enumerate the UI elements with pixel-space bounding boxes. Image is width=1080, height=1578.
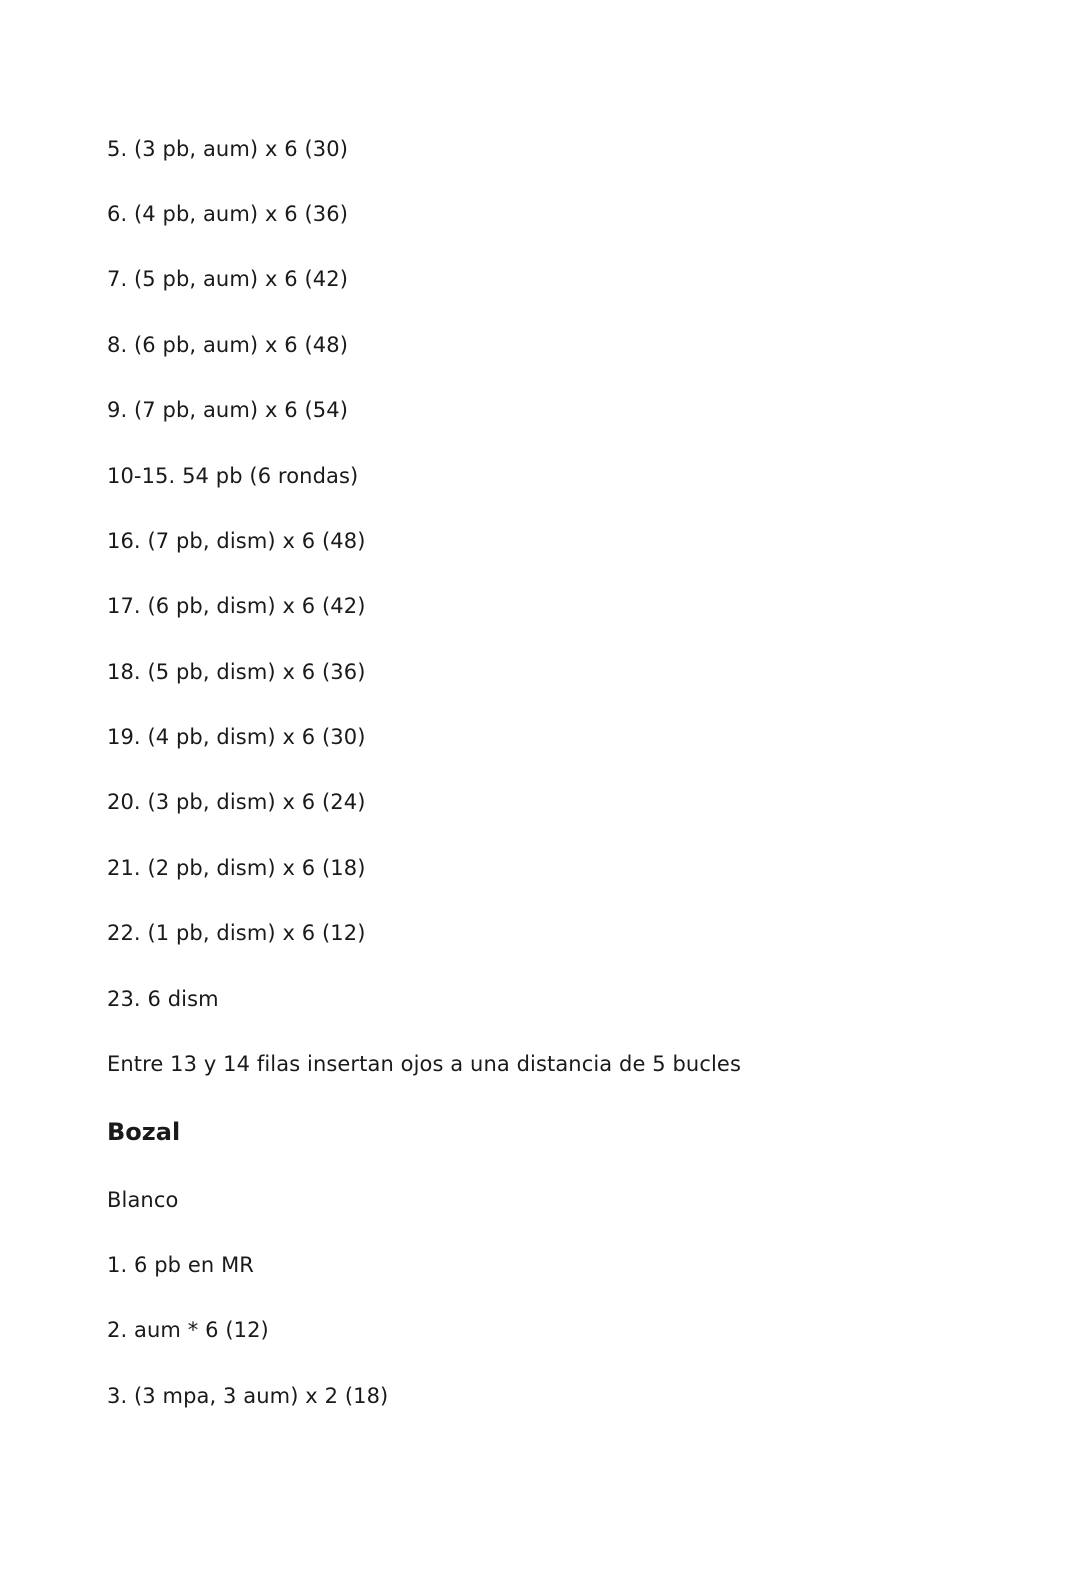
eye-placement-note: Entre 13 y 14 filas insertan ojos a una distancia de 5 bucles xyxy=(107,1052,741,1076)
pattern-row: 3. (3 mpa, 3 aum) x 2 (18) xyxy=(107,1384,389,1408)
pattern-row: 9. (7 pb, aum) x 6 (54) xyxy=(107,398,349,422)
yarn-color-label: Blanco xyxy=(107,1188,179,1212)
pattern-row: 19. (4 pb, dism) x 6 (30) xyxy=(107,725,366,749)
pattern-row: 17. (6 pb, dism) x 6 (42) xyxy=(107,594,366,618)
section-heading: Bozal xyxy=(107,1118,181,1146)
pattern-row: 18. (5 pb, dism) x 6 (36) xyxy=(107,660,366,684)
pattern-row: 10-15. 54 pb (6 rondas) xyxy=(107,464,359,488)
pattern-row: 6. (4 pb, aum) x 6 (36) xyxy=(107,202,349,226)
pattern-row: 23. 6 dism xyxy=(107,987,219,1011)
pattern-row: 21. (2 pb, dism) x 6 (18) xyxy=(107,856,366,880)
pattern-row: 20. (3 pb, dism) x 6 (24) xyxy=(107,790,366,814)
pattern-row: 1. 6 pb en MR xyxy=(107,1253,254,1277)
pattern-row: 8. (6 pb, aum) x 6 (48) xyxy=(107,333,349,357)
pattern-row: 22. (1 pb, dism) x 6 (12) xyxy=(107,921,366,945)
pattern-row: 2. aum * 6 (12) xyxy=(107,1318,269,1342)
pattern-row: 5. (3 pb, aum) x 6 (30) xyxy=(107,137,349,161)
pattern-row: 16. (7 pb, dism) x 6 (48) xyxy=(107,529,366,553)
pattern-row: 7. (5 pb, aum) x 6 (42) xyxy=(107,267,349,291)
